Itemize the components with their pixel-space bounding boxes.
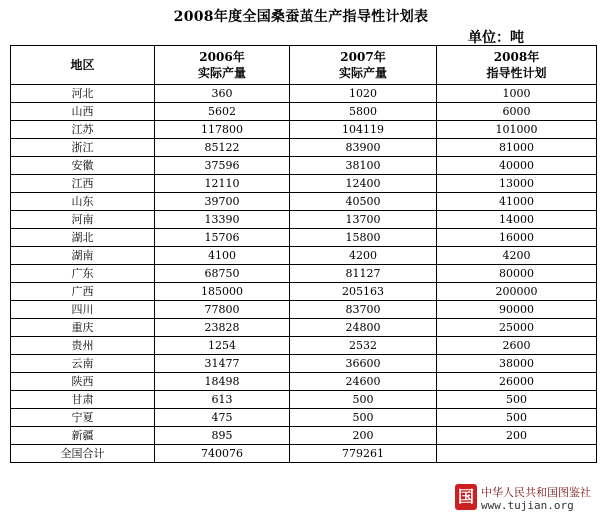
cell-region: 江西	[11, 175, 155, 193]
table-header-row	[11, 46, 597, 85]
cell-2006-actual: 12110	[155, 175, 290, 193]
cell-2008-plan: 13000	[437, 175, 597, 193]
cell-2007-actual: 500	[290, 391, 437, 409]
cell-2007-actual: 779261	[290, 445, 437, 463]
cell-2006-actual: 1254	[155, 337, 290, 355]
cell-region: 云南	[11, 355, 155, 373]
plan-table	[10, 45, 597, 463]
cell-2006-actual: 5602	[155, 103, 290, 121]
table-row	[11, 337, 597, 355]
unit-label: 单位：吨	[468, 30, 524, 46]
cell-region: 河南	[11, 211, 155, 229]
cell-2008-plan	[437, 445, 597, 463]
table-row	[11, 211, 597, 229]
table-row	[11, 373, 597, 391]
cell-region: 重庆	[11, 319, 155, 337]
cell-2007-actual: 40500	[290, 193, 437, 211]
cell-2008-plan: 500	[437, 391, 597, 409]
cell-2006-actual: 23828	[155, 319, 290, 337]
cell-2008-plan: 41000	[437, 193, 597, 211]
cell-region: 安徽	[11, 157, 155, 175]
cell-2008-plan: 38000	[437, 355, 597, 373]
header-2006-desc: 实际产量	[197, 66, 246, 80]
cell-2006-actual: 895	[155, 427, 290, 445]
cell-region: 山西	[11, 103, 155, 121]
header-region-label: 地区	[70, 58, 95, 72]
cell-2007-actual: 83900	[290, 139, 437, 157]
cell-2006-actual: 117800	[155, 121, 290, 139]
cell-2008-plan: 6000	[437, 103, 597, 121]
cell-2006-actual: 85122	[155, 139, 290, 157]
cell-2007-actual: 24800	[290, 319, 437, 337]
cell-2006-actual: 18498	[155, 373, 290, 391]
cell-2006-actual: 77800	[155, 301, 290, 319]
cell-2008-plan: 40000	[437, 157, 597, 175]
cell-2008-plan: 1000	[437, 85, 597, 103]
cell-2008-plan: 4200	[437, 247, 597, 265]
cell-2008-plan: 25000	[437, 319, 597, 337]
cell-2006-actual: 360	[155, 85, 290, 103]
cell-2006-actual: 740076	[155, 445, 290, 463]
cell-2006-actual: 13390	[155, 211, 290, 229]
document-title: 2008年度全国桑蚕茧生产指导性计划表	[173, 9, 429, 25]
cell-region: 湖北	[11, 229, 155, 247]
table-row	[11, 391, 597, 409]
table-row	[11, 121, 597, 139]
table-row	[11, 247, 597, 265]
cell-2007-actual: 205163	[290, 283, 437, 301]
table-row	[11, 157, 597, 175]
cell-2008-plan: 16000	[437, 229, 597, 247]
table-row	[11, 265, 597, 283]
header-2006-year: 2006年	[199, 50, 245, 64]
watermark-name: 中华人民共和国图鉴社	[481, 486, 591, 499]
cell-region: 湖南	[11, 247, 155, 265]
watermark	[455, 484, 602, 520]
cell-2006-actual: 4100	[155, 247, 290, 265]
header-2008	[437, 46, 597, 85]
header-region	[11, 46, 155, 85]
cell-2008-plan: 14000	[437, 211, 597, 229]
cell-2008-plan: 101000	[437, 121, 597, 139]
cell-region: 全国合计	[11, 445, 155, 463]
table-row	[11, 139, 597, 157]
cell-2006-actual: 39700	[155, 193, 290, 211]
cell-region: 江苏	[11, 121, 155, 139]
header-2007-desc: 实际产量	[338, 66, 387, 80]
table-row	[11, 319, 597, 337]
cell-region: 贵州	[11, 337, 155, 355]
cell-2007-actual: 83700	[290, 301, 437, 319]
header-2007-year: 2007年	[340, 50, 386, 64]
table-body	[11, 85, 597, 463]
cell-2008-plan: 2600	[437, 337, 597, 355]
cell-2008-plan: 200000	[437, 283, 597, 301]
cell-2007-actual: 200	[290, 427, 437, 445]
cell-region: 新疆	[11, 427, 155, 445]
seal-icon: 国	[455, 484, 477, 510]
cell-2008-plan: 26000	[437, 373, 597, 391]
cell-region: 陕西	[11, 373, 155, 391]
cell-region: 浙江	[11, 139, 155, 157]
cell-2007-actual: 2532	[290, 337, 437, 355]
table-row	[11, 301, 597, 319]
header-2006	[155, 46, 290, 85]
table-row	[11, 85, 597, 103]
table-row	[11, 193, 597, 211]
cell-2006-actual: 475	[155, 409, 290, 427]
cell-2007-actual: 81127	[290, 265, 437, 283]
cell-2006-actual: 68750	[155, 265, 290, 283]
cell-2007-actual: 38100	[290, 157, 437, 175]
cell-2006-actual: 31477	[155, 355, 290, 373]
cell-2007-actual: 13700	[290, 211, 437, 229]
table-row	[11, 445, 597, 463]
cell-2006-actual: 15706	[155, 229, 290, 247]
table-row	[11, 409, 597, 427]
table-row	[11, 229, 597, 247]
table-row	[11, 103, 597, 121]
cell-2006-actual: 613	[155, 391, 290, 409]
cell-region: 广东	[11, 265, 155, 283]
cell-region: 广西	[11, 283, 155, 301]
cell-region: 四川	[11, 301, 155, 319]
cell-2007-actual: 36600	[290, 355, 437, 373]
table-row	[11, 283, 597, 301]
watermark-url: www.tujian.org	[481, 499, 574, 512]
cell-region: 山东	[11, 193, 155, 211]
cell-2007-actual: 104119	[290, 121, 437, 139]
cell-2007-actual: 24600	[290, 373, 437, 391]
header-2008-desc: 指导性计划	[486, 66, 547, 80]
cell-2007-actual: 12400	[290, 175, 437, 193]
cell-2006-actual: 37596	[155, 157, 290, 175]
header-2007	[290, 46, 437, 85]
cell-2007-actual: 4200	[290, 247, 437, 265]
cell-region: 河北	[11, 85, 155, 103]
cell-2008-plan: 80000	[437, 265, 597, 283]
cell-2008-plan: 81000	[437, 139, 597, 157]
cell-2007-actual: 500	[290, 409, 437, 427]
cell-2008-plan: 90000	[437, 301, 597, 319]
table-row	[11, 175, 597, 193]
cell-2007-actual: 5800	[290, 103, 437, 121]
cell-2007-actual: 1020	[290, 85, 437, 103]
cell-2006-actual: 185000	[155, 283, 290, 301]
cell-2007-actual: 15800	[290, 229, 437, 247]
header-2008-year: 2008年	[493, 50, 540, 64]
cell-region: 宁夏	[11, 409, 155, 427]
cell-2008-plan: 500	[437, 409, 597, 427]
table-row	[11, 427, 597, 445]
table-row	[11, 355, 597, 373]
cell-2008-plan: 200	[437, 427, 597, 445]
cell-region: 甘肃	[11, 391, 155, 409]
